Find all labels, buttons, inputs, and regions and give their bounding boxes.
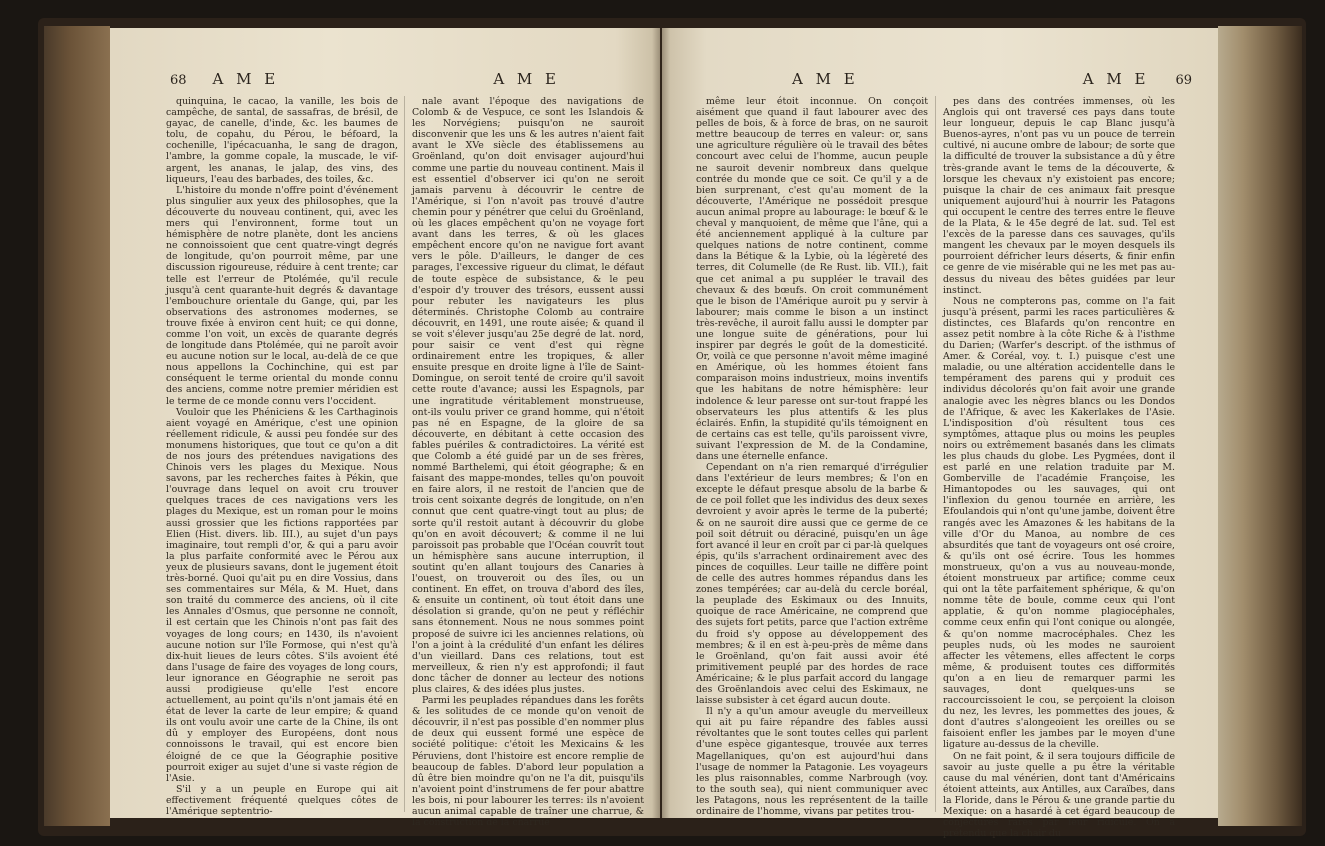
column-rule [935,96,936,812]
paragraph: Vouloir que les Phéniciens & les Carthaginois aient voyagé en Amérique, c'est une opinion réellement ridicule, & aussi peu fondée sur des monumens historiques, que tout ce qu'on a dit de nos jours des prétendues navigations des Chinois vers les plages du Mexique. Nous savons, par les recherches faites à Pékin, que l'ouvrage dans lequel on avoit cru trouver quelques traces de ces navigations vers les plages du Mexique, est un roman pour le moins aussi grossier que les fictions rapportées par Elien (Hist. divers. lib. III.), au sujet d'un pays imaginaire, tout rempli d'or, & qui a paru avoir la plus parfaite conformité avec le Pérou aux yeux de plusieurs savans, dont le jugement étoit très-borné. Quoi qu'ait pu en dire Vossius, dans ses commentaires sur Méla, & M. Huet, dans son traité du commerce des anciens, où il cite les Annales d'Osmus, que personne ne connoît, il est certain que les Chinois n'ont pas fait des voyages de long cours; en 1430, ils n'avoient aucune notion sur l'île Formose, qui n'est qu'à dix-huit lieues de leurs côtes. S'ils avoient été dans l'usage de faire des voyages de long cours, leur ignorance en Géographie ne seroit pas aussi prodigieuse qu'elle l'est encore actuellement, au point qu'ils n'ont jamais été en état de lever la carte de leur empire; & quand ils ont voulu avoir une carte de la Chine, ils ont dû y employer des Européens, dont nous connoissons le travail, qui est encore bien éloigné de ce que la Géographie positive pourroit exiger au sujet d'une si vaste région de l'Asie. [166,406,398,784]
paragraph: On ne fait point, & il sera toujours difficile de savoir au juste quelle a pu être la véritable cause du mal vénérien, dont tant d'Américains étoient atteints, aux Antilles, aux Caraïbes, dans la Floride, dans le Pérou & une grande partie du Mexique: on a hasardé à cet égard beaucoup de conjectures rares par leur ridicule. On a prétendu que la chair du [943,750,1175,840]
left-headword-center: A M E [493,70,560,88]
right-headword-center: A M E [792,70,859,88]
paragraph: S'il y a un peuple en Europe qui ait effectivement fréquenté quelques côtes de l'Amérique septentrio- [166,783,398,817]
book-gutter [652,28,670,818]
left-page [110,28,660,829]
paragraph: quinquina, le cacao, la vanille, les bois de campêche, de santal, de sassafras, de brésil, de gayac, de canelle, d'inde, &c. les baumes de tolu, de copahu, du Pérou, le béfoard, la cochenille, l'ipécacuanha, le sang de dragon, l'ambre, la gomme copale, la muscade, le vif-argent, les ananas, le jalap, des vins, des liqueurs, l'eau des barbades, des toiles, &c. [166,96,398,185]
column-rule [404,96,405,812]
paragraph: même leur étoit inconnue. On conçoit aisément que quand il faut labourer avec des pelles de bois, & à force de bras, on ne sauroit mettre beaucoup de terres en valeur: or, sans une agriculture régulière où le travail des bêtes concourt avec celui de l'homme, aucun peuple ne sauroit devenir nombreux dans quelque contrée du monde que ce soit. Ce qu'il y a de bien surprenant, c'est qu'au moment de la découverte, l'Amérique ne possédoit presque aucun animal propre au labourage: le bœuf & le cheval y manquoient, de même que l'âne, qui a été anciennement appliqué à la culture par quelques nations de notre continent, comme dans la Bétique & la Lybie, où la légèreté des terres, dit Columelle (de Re Rust. lib. VII.), fait que cet animal a pu suppléer le travail des chevaux & des bœufs. On croit communément que le bison de l'Amérique auroit pu y servir à labourer; mais comme le bison a un instinct très-revêche, il auroit fallu aussi le dompter par une longue suite de générations, pour lui inspirer par degrés le goût de la domesticité. Or, voilà ce que personne n'avoit même imaginé en Amérique, où les hommes étoient fans comparaison moins industrieux, moins inventifs que les habitans de notre hémisphère: leur indolence & leur paresse ont sur-tout frappé les observateurs les plus attentifs & les plus éclairés. Enfin, la stupidité qu'ils témoignent en de certains cas est telle, qu'ils paroissent vivre, suivant l'expression de M. de la Condamine, dans une éternelle enfance. [696,96,928,462]
left-column-1 [166,96,398,816]
right-running-head [792,70,1192,92]
paragraph: L'histoire du monde n'offre point d'événement plus singulier aux yeux des philosophes, que la découverte du nouveau continent, qui, avec les mers qui l'environnent, forme tout un hémisphère de notre planète, dont les anciens ne connoissoient que cent quatre-vingt degrés de longitude, qu'on pourroit même, par une discussion rigoureuse, réduire à cent trente; car telle est l'erreur de Ptolémée, qu'il recule jusqu'à cent quarante-huit degrés & davantage l'embouchure orientale du Gange, qui, par les observations des astronomes modernes, se trouve fixée à environ cent huit; ce qui donne, comme l'on voit, un excès de quarante degrés de longitude dans Ptolémée, qui ne paroît avoir eu aucune notion sur le local, au-delà de ce que nous appellons la Cochinchine, qui est par conséquent le terme oriental du monde connu des anciens, comme notre premier méridien est le terme de ce monde connu vers l'occident. [166,184,398,407]
left-page-number: 68 [170,73,187,88]
paragraph: Il n'y a qu'un amour aveugle du merveilleux qui ait pu faire répandre des fables aussi révoltantes que le sont toutes celles qui parlent d'une espèce gigantesque, trouvée aux terres Magellaniques, qu'on est aujourd'hui dans l'usage de nommer la Patagonie. Les voyageurs les plus raisonnables, comme Narbrough (voy. to the south sea), qui nient communiquer avec les Patagons, nous les représentent de la taille ordinaire de l'homme, vivans par petites trou- [696,706,928,817]
paragraph: Nous ne compterons pas, comme on l'a fait jusqu'à présent, parmi les races particulières & distinctes, ces Blafards qu'on rencontre en assez petit nombre à la côte Riche & à l'isthme du Darien; (Warfer's descript. of the isthmus of Amer. & Coréal, voy. t. I.) puisque c'est une maladie, ou une altération accidentelle dans le tempérament des parens qui y produit ces individus décolorés qu'on fait avoir une grande analogie avec les nègres blancs ou les Dondos de l'Afrique, & avec les Kakerlakes de l'Asie. L'indisposition d'où résultent tous ces symptômes, attaque plus ou moins les peuples noirs ou extrêmement basanés dans les climats les plus chauds du globe. Les Pygmées, dont il est parlé en une relation traduite par M. Gomberville de l'académie Françoise, les Himantopodes ou les sauvages, qui ont l'inflexion du genou tournée en arrière, les Efoulandois qui n'ont qu'une jambe, doivent être rangés avec les Amazones & les habitans de la ville d'Or du Manoa, au nombre de ces absurdités que tant de voyageurs ont osé croire, & qu'ils ont osé écrire. Tous les hommes monstrueux, qu'on a vus au nouveau-monde, étoient monstrueux par artifice; comme ceux qui ont la tête parfaitement sphérique, & qu'on nomme tête de boule, comme ceux qui l'ont applatie, & qu'on nomme plagiocéphales, comme ceux enfin qui l'ont conique ou alongée, & qu'on nomme macrocéphales. Chez les peuples nuds, où les modes ne sauroient affecter les vêtemens, elles affectent le corps même, & produisent toutes ces difformités qu'on a en lieu de remarquer parmi les sauvages, dont quelques-uns se raccourcissoient le cou, se perçoient la cloison du nez, les levres, les pommettes des joues, & dont d'autres s'alongeoient les oreilles ou se faisoient enfler les jambes par le moyen d'une ligature au-dessus de la cheville. [943,295,1175,751]
right-column-2 [943,96,1175,840]
left-headword: A M E [212,70,280,88]
paragraph: Parmi les peuplades répandues dans les forêts & les solitudes de ce monde qu'on venoit de découvrir, il n'est pas possible d'en nommer plus de deux qui eussent formé une espèce de société politique: c'étoit les Mexicains & les Péruviens, dont l'histoire est encore remplie de beaucoup de fables. D'abord leur population a dû être bien moindre qu'on ne l'a dit, puisqu'ils n'avoient point d'instrumens de fer pour abattre les bois, ni pour labourer les terres: ils n'avoient aucun animal capable de traîner une charrue, & la construction de la charrue [412,695,645,829]
book-edge-right [1218,26,1302,826]
right-column-1 [696,96,928,816]
right-headword: A M E [1082,70,1150,88]
right-page [662,28,1218,840]
paragraph: nale avant l'époque des navigations de Colomb & de Vespuce, ce sont les Islandois & les Norvégiens; puisqu'on ne sauroit disconvenir que les uns & les autres n'aient fait avant le XVe siècle des établissemens au Groënland, qu'on doit envisager aujourd'hui comme une partie du nouveau continent. Mais il est essentiel d'observer ici qu'on ne seroit jamais parvenu à découvrir le centre de l'Amérique, si l'on n'avoit pas trouvé d'autre chemin pour y pénétrer que celui du Groënland, où les glaces empêchent qu'on ne voyage fort avant dans les terres, & où les glaces empêchent encore qu'on ne navigue fort avant vers le pôle. D'ailleurs, le danger de ces parages, l'excessive rigueur du climat, le défaut de toute espèce de subsistance, & le peu d'espoir d'y trouver des trésors, eussent aussi pour rebuter les navigateurs les plus déterminés. Christophe Colomb au contraire découvrit, en 1491, une route aisée; & quand il se voit s'élever jusqu'au 25e degré de lat. nord, pour saisir ce vent d'est qui règne ordinairement entre les tropiques, & aller ensuite presque en droite ligne à l'île de Saint-Domingue, on seroit tenté de croire qu'il savoit cette route d'avance; aussi les Espagnols, par une ingratitude véritablement monstrueuse, ont-ils voulu priver ce grand homme, qui n'étoit pas né en Espagne, de la gloire de sa découverte, en débitant à cette occasion des fables puériles & contradictoires. La vérité est que Colomb a été guidé par un de ses frères, nommé Barthelemi, qui étoit géographe; & en faisant des mappe-mondes, telles qu'on pouvoit en faire alors, il ne restoit de l'ancien que de trois cent soixante degrés de longitude, on n'en connut que cent quatre-vingt tout au plus; de sorte qu'il restoit autant à découvrir du globe qu'on en avoit découvert; & comme il ne lui paroissoit pas probable que l'Océan couvrît tout un hémisphère sans aucune interruption, il soutint qu'en allant toujours des Canaries à l'ouest, on trouveroit ou des îles, ou un continent. En effet, on trouva d'abord des îles, & ensuite un continent, où tout étoit dans une désolation si grande, qu'on ne peut y réfléchir sans étonnement. Nous ne nous sommes point proposé de suivre ici les anciennes relations, où l'on a joint à la crédulité d'un enfant les délires d'un vieillard. Dans ces relations, tout est merveilleux, & rien n'y est approfondi; il faut donc tâcher de donner au lecteur des notions plus claires, & des idées plus justes. [412,96,644,695]
left-column-2 [412,96,645,829]
right-page-number: 69 [1175,73,1192,88]
paragraph: pes dans des contrées immenses, où les Anglois qui ont traversé ces pays dans toute leur longueur, depuis le cap Blanc jusqu'à Buenos-ayres, n'ont pas vu un pouce de terrein cultivé, ni aucune ombre de labour; de sorte que la difficulté de trouver la subsistance a dû y être très-grande avant le tems de la découverte, & lorsque les chevaux n'y existoient pas encore; puisque la chair de ces animaux fait presque uniquement aujourd'hui à nourrir les Patagons qui occupent le centre des terres entre le fleuve de la Plata, & le 45e degré de lat. sud. Tel est l'excès de la paresse dans ces sauvages, qu'ils mangent les chevaux par le moyen desquels ils pourroient défricher leurs déserts, & finir enfin ce genre de vie misérable qui ne les met pas au-dessus du niveau des bêtes guidées par leur instinct. [943,96,1175,296]
left-running-head [170,70,630,92]
book-edge-left [44,26,110,826]
paragraph: Cependant on n'a rien remarqué d'irrégulier dans l'extérieur de leurs membres; & l'on en excepte le défaut presque absolu de la barbe & de ce poil follet que les individus des deux sexes devroient y avoir après le terme de la puberté; & on ne sauroit dire aussi que ce germe de ce poil soit détruit ou déraciné, puisqu'en un âge fort avancé il leur en croît par ci par-là quelques épis, qu'ils s'arrachent ordinairement avec des pinces de coquilles. Leur taille ne diffère point de celle des autres hommes répandus dans les zones tempérées; car au-delà du cercle boréal, la peuplade des Eskimaux ou des Innuits, quoique de race Américaine, ne comprend que des sujets fort petits, parce que l'action extrême du froid s'y oppose au développement des membres; & il en est à-peu-près de même dans le Groënland, qu'on fait aussi avoir été primitivement peuplé par des hordes de race Américaine; & le plus parfait accord du langage des Groënlandois avec celui des Eskimaux, ne laisse subsister à cet égard aucun doute. [696,462,928,707]
